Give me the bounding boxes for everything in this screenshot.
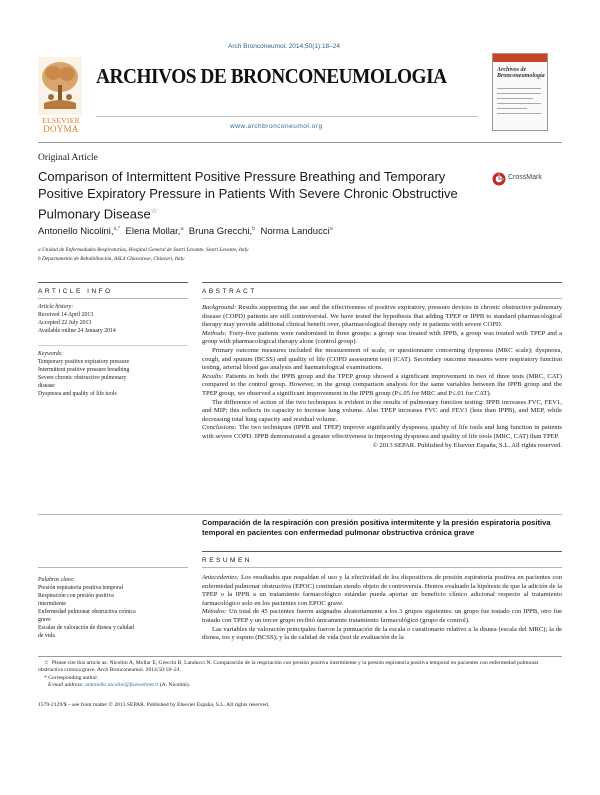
affiliation-a: a Unidad de Enfermedades Respiratorias, Hospital General de Sestri Levante, Sestri Levante, Italy	[38, 247, 249, 253]
email-note	[38, 682, 562, 689]
article-info-rule	[38, 282, 188, 283]
publisher-name	[34, 116, 88, 134]
corresponding-author-note: * Corresponding author.	[44, 674, 99, 681]
keywords-list	[38, 350, 188, 398]
author-name[interactable]: Elena Mollar,	[125, 226, 181, 238]
footnote-rule	[38, 656, 562, 657]
abstract-conclusions	[202, 424, 562, 441]
methods-label: Methods:	[202, 329, 227, 337]
antecedentes-text: Los resultados que respaldan el uso y la efectividad de los dispositivos de presión espiratoria positiva en pacientes con enfermedad pulmonar obstructiva (EPOC) continúan siendo objeto de controversia. Hemos evaluado la hipótesis de que la adición de la TPEP o la IPPB a un tratamiento farmacológico estándar pueda aportar un beneficio clínico adicional respecto al tratamiento farmacológico solo en los pacientes con EPOC grave.	[202, 574, 562, 607]
email-label: E-mail address:	[48, 682, 84, 689]
keyword-item: Dyspnoea and quality of life tools	[38, 391, 117, 397]
journal-url-link[interactable]: www.archbronconeumol.org	[230, 123, 323, 130]
conclusions-text: The two techniques (IPPB and TPEP) improve significantly dyspnoea, quality of life tools and lung function in patients with severe COPD. IPPB demonstrated a greater effectiveness in improving dyspnoea and quality of life tools (MRC, CAT) than TPEP.	[202, 424, 562, 440]
cover-line	[497, 98, 533, 99]
keyword-item: grave	[38, 617, 51, 623]
keyword-item: Temporary positive expiratory pressure	[38, 359, 130, 365]
author-list	[38, 226, 333, 237]
resumen-antecedentes	[202, 574, 562, 608]
email-link[interactable]: antonello.nicolini@fastwebnet.it	[85, 682, 159, 689]
affiliation-b: b Departamento de Rehabilitación, ASL4 Chiavarese, Chiavari, Italy	[38, 256, 185, 262]
keyword-item: intermitente	[38, 601, 67, 607]
abstract-heading: ABSTRACT	[202, 288, 257, 295]
background-label: Background:	[202, 304, 237, 311]
elsevier-tree-logo	[38, 57, 82, 115]
keyword-item: Intermittent positive pressure breathing	[38, 367, 130, 373]
abstract-end-rule	[38, 514, 562, 515]
corresponding-text: Corresponding author.	[48, 674, 99, 681]
abstract-subrule	[202, 298, 562, 299]
metodos-text: Un total de 45 pacientes fueron asignados aleatoriamente a los 3 grupos siguientes: un grupo fue tratado con IPPB, otro fue tratado con TPEP y un tercer grupo recibió únicamente tratamiento farmacológico (grupo de control).	[202, 608, 562, 624]
abstract-rule	[202, 282, 562, 283]
journal-citation: Arch Bronconeumol. 2014;50(1):18–24	[228, 43, 341, 50]
author-affiliation-mark[interactable]: a	[329, 226, 333, 232]
history-accepted: Accepted 22 July 2013	[38, 320, 92, 326]
cover-line	[497, 108, 527, 109]
email-suffix: (A. Nicolini).	[159, 682, 190, 689]
keyword-item: de vida	[38, 633, 55, 639]
author-affiliation-mark[interactable]: a	[180, 226, 184, 232]
keyword-item: Respiración con presión positiva	[38, 593, 114, 599]
keywords-label: Keywords:	[38, 351, 63, 357]
abstract-copyright: © 2013 SEPAR. Published by Elsevier España, S.L. All rights reserved.	[372, 441, 562, 449]
article-info-subrule	[38, 298, 188, 299]
cover-line	[497, 103, 541, 104]
journal-cover-thumbnail	[492, 53, 548, 131]
cover-line	[497, 93, 541, 94]
conclusions-label: Conclusions:	[202, 424, 237, 432]
cover-title: Archivos de Bronconeumología	[497, 67, 545, 79]
abstract-methods-2: Primary outcome measures included the measurement of scale, or questionnaire concerning dyspnoea (MRC scale); dyspnoea, cough, and sputum (BCSS) and quality of life (COPD assessment test) (CAT). Secondary outcome measures were respiratory function testing, arterial blood gas analysis and haematological examinations.	[202, 346, 562, 372]
journal-divider	[96, 116, 478, 117]
footnote-star: ☆	[44, 660, 50, 666]
citation-footnote	[38, 660, 562, 675]
publisher-name-line-2: DOYMA	[43, 124, 79, 134]
article-title-text: Comparison of Intermittent Positive Pressure Breathing and Temporary Positive Expiratory Pressure in Patients With Severe Chronic Obstructive Pulmonary Disease	[38, 169, 458, 222]
author-name[interactable]: Antonello Nicolini,	[38, 226, 114, 238]
title-footnote-mark[interactable]: ☆	[150, 206, 158, 215]
abstract-body	[202, 304, 562, 450]
publisher-name-line-1: ELSEVIER	[42, 116, 80, 125]
citation-footnote-text: Please cite this article as: Nicolini A, Mollar E, Grecchi B, Landucci N. Comparación de la respiración con presión positiva intermitente y la presión espiratoria positiva temporal en pacientes con enfermedad pulmonar obstructiva crónica grave. Arch Bronconeumol. 2014;50:18–24.	[38, 660, 539, 674]
keyword-item: Enfermedad pulmonar obstructiva crónica	[38, 609, 136, 615]
author-name[interactable]: Bruna Grecchi,	[188, 226, 253, 238]
resumen-body	[202, 574, 562, 656]
keyword-item: Escalas de valoración de disnea y calidad	[38, 625, 134, 631]
abstract-results-2: The difference of action of the two techniques is evident in the results of pulmonary function testing: IPPB increases FVC, FEV1, and MIP; this reflects its capacity to increase lung volume. Also TPEP increases FVC and FEV1 (less than IPPB), and MEP, while decreasing total lung capacity and residual volume.	[202, 398, 562, 423]
history-received: Received 14 April 2013	[38, 312, 94, 318]
author-affiliation-mark[interactable]: b	[252, 226, 256, 232]
issn-line: 1579-2129/$ – see front matter © 2013 SEPAR. Published by Elsevier España, S.L. All rights reserved.	[38, 702, 270, 708]
antecedentes-label: Antecedentes:	[202, 574, 239, 581]
abstract-results	[202, 373, 562, 399]
journal-title: ARCHIVOS DE BRONCONEUMOLOGIA	[96, 64, 447, 88]
palabras-clave-rule	[38, 567, 188, 568]
spanish-title: Comparación de la respiración con presión positiva intermitente y la presión espiratoria positiva temporal en pacientes con enfermedad pulmonar obstructiva crónica grave	[202, 518, 551, 537]
crossmark-label: CrossMark	[508, 174, 542, 181]
keyword-item: disease	[38, 383, 55, 389]
resumen-subrule	[202, 567, 562, 568]
cover-line	[497, 113, 541, 114]
metodos-label: Métodos:	[202, 608, 227, 616]
article-title	[38, 168, 468, 222]
results-text: Patients in both the IPPB group and the TPEP group showed a significant improvement in two of three tests (MRC, CAT) compared to the control group. However, in the group comparison analysis for the same variables between the IPPB group and the TPEP group, we observed a significant improvement in the IPPB group (P≤.05 for MRC and P≤.01 for CAT).	[202, 372, 562, 397]
footnotes	[38, 660, 562, 690]
palabras-clave-label: Palabras clave:	[38, 577, 75, 583]
abstract-background	[202, 304, 562, 330]
history-online: Available online 24 January 2014	[38, 328, 116, 334]
spanish-keywords	[38, 576, 188, 640]
article-info-heading: ARTICLE INFO	[38, 288, 113, 295]
article-history	[38, 303, 188, 335]
keyword-item: Severe chronic obstructive pulmonary	[38, 375, 127, 381]
methods-text: Forty-five patients were randomised in three groups: a group was treated with IPPB, a group was treated with TPEP and a group with pharmacological therapy alone (control group).	[202, 329, 562, 346]
header-divider	[38, 142, 562, 143]
keywords-divider	[38, 345, 188, 346]
crossmark-badge[interactable]	[492, 172, 552, 186]
resumen-metodos-2: Las variables de valoración principales fueron la puntuación de la escala o cuestionario relativo a la disnea (escala del MRC); la de disnea, tos y esputo (BCSS); y la de calidad de vida (test de evaluación de la	[202, 625, 562, 642]
cover-line	[497, 88, 541, 89]
keyword-item: Presión espiratoria positiva temporal	[38, 585, 124, 591]
author-affiliation-mark[interactable]: a,*	[113, 226, 121, 232]
background-text: Results supporting the use and the effectiveness of positive expiratory, pressure devices in chronic obstructive pulmonary disease (COPD) patients are still controversial. We have tested the hypothesis that adding TPEP or IPPB to standard pharmacological therapy may provide additional clinical benefit over, pharmacological therapy only in patients with severe COPD.	[202, 304, 563, 329]
resumen-rule	[202, 551, 562, 552]
results-label: Results:	[202, 372, 224, 380]
crossmark-icon	[492, 172, 506, 186]
resumen-metodos	[202, 608, 562, 625]
history-label: Article history:	[38, 304, 74, 310]
author-name[interactable]: Norma Landucci	[260, 226, 330, 238]
resumen-heading: RESUMEN	[202, 557, 253, 564]
article-type: Original Article	[38, 153, 98, 163]
cover-stripe	[493, 54, 547, 62]
abstract-methods	[202, 330, 562, 347]
